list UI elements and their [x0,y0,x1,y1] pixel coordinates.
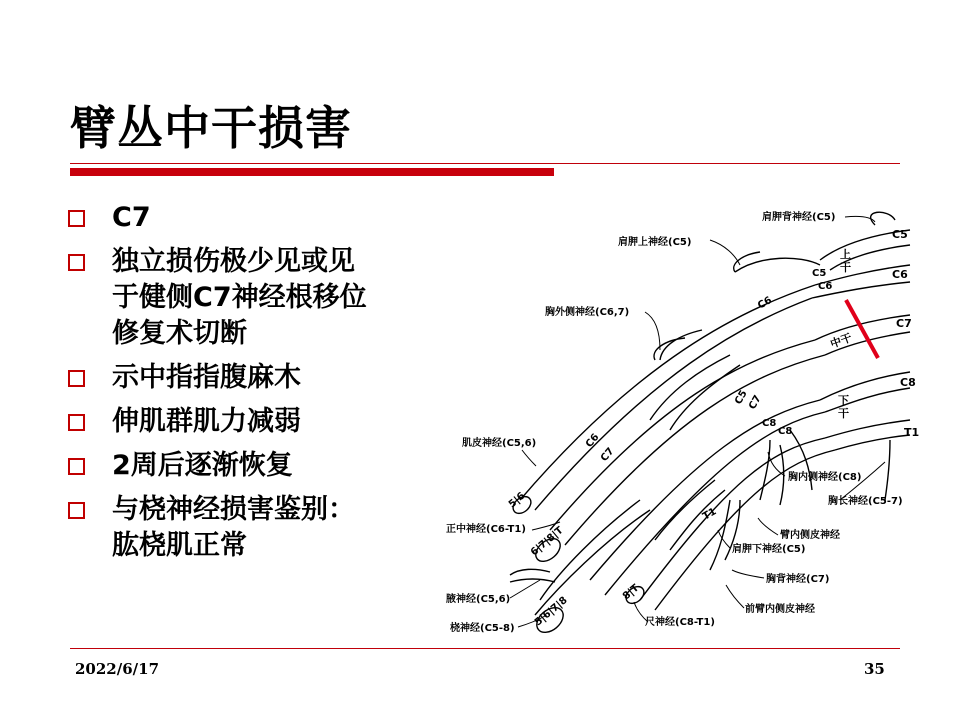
label-ulnar: 尺神经(C8-T1) [645,617,715,628]
slide-date: 2022/6/17 [75,660,160,678]
lesion-marker-line [846,300,878,358]
square-bullet-icon [68,458,85,475]
bullet-item [62,492,442,564]
brachial-plexus-diagram [440,200,940,645]
end-label-musculo: 5|6 [506,490,528,511]
label-medial-pectoral: 胸内侧神经(C8) [788,472,862,483]
square-bullet-icon [68,210,85,227]
trunk-label-upper: 上干 [840,248,851,274]
inline-label-c6-b: C6 [756,294,774,312]
page-number: 35 [864,660,885,678]
bullet-item [62,200,442,236]
bullet-text: 伸肌群肌力减弱 [112,406,301,437]
footer-divider [70,648,900,649]
end-label-median: 6|7|8|T [528,525,566,559]
nerve-drawing [510,212,910,637]
root-label-c5: C5 [892,228,908,241]
title-divider-thick [70,168,554,176]
label-long-thoracic: 胸长神经(C5-7) [828,496,903,507]
bullet-text: 独立损伤极少见或见 于健侧C7神经根移位 修复术切断 [112,246,367,349]
slide-title: 臂丛中干损害 [70,101,352,155]
label-thoracodorsal: 胸背神经(C7) [766,574,830,585]
trunk-label-middle: 中干 [828,331,854,351]
bullet-text: C7 [112,202,151,233]
inline-label-c5: C5 [812,268,827,279]
inline-label-c5-b: C5 [733,388,750,407]
root-label-c8: C8 [900,376,916,389]
square-bullet-icon [68,254,85,271]
bullet-list [62,200,442,572]
label-radial: 桡神经(C5-8) [450,623,515,634]
inline-label-c8-b: C8 [778,426,793,437]
square-bullet-icon [68,414,85,431]
root-label-c6: C6 [892,268,908,281]
label-suprascapular: 肩胛上神经(C5) [618,237,692,248]
root-label-t1: T1 [904,426,920,439]
label-lower-subscapular: 肩胛下神经(C5) [732,544,806,555]
inline-label-t1: T1 [701,506,719,523]
label-musculocutaneous: 肌皮神经(C5,6) [462,438,537,449]
label-median: 正中神经(C6-T1) [446,524,526,535]
label-dorsal-scapular: 肩胛背神经(C5) [762,212,836,223]
bullet-item [62,448,442,484]
bullet-item [62,360,442,396]
inline-label-c7: C7 [747,393,764,412]
root-label-c7: C7 [896,317,912,330]
bullet-item [62,244,442,352]
label-lateral-pectoral: 胸外侧神经(C6,7) [545,307,630,318]
leader-lines [510,216,885,627]
bullet-text: 示中指指腹麻木 [112,362,301,393]
label-medial-brachial-cutaneous: 臂内侧皮神经 [780,530,840,541]
bullet-text: 与桡神经损害鉴别： 肱桡肌正常 [112,494,355,561]
bullet-text: 2周后逐渐恢复 [112,450,293,481]
square-bullet-icon [68,502,85,519]
label-medial-antebrachial-cutaneous: 前臂内侧皮神经 [745,604,815,615]
inline-label-c6: C6 [818,281,833,292]
inline-label-c7-b: C7 [598,445,617,464]
end-label-ulnar: 8|T [620,582,642,603]
title-divider-thin [70,163,900,164]
trunk-label-lower: 下干 [838,394,849,420]
inline-label-c8: C8 [762,418,777,429]
inline-label-c6-c: C6 [583,431,602,450]
bullet-item [62,404,442,440]
label-axillary: 腋神经(C5,6) [446,594,511,605]
square-bullet-icon [68,370,85,387]
end-label-radial: 5|6|7|8 [532,594,570,629]
